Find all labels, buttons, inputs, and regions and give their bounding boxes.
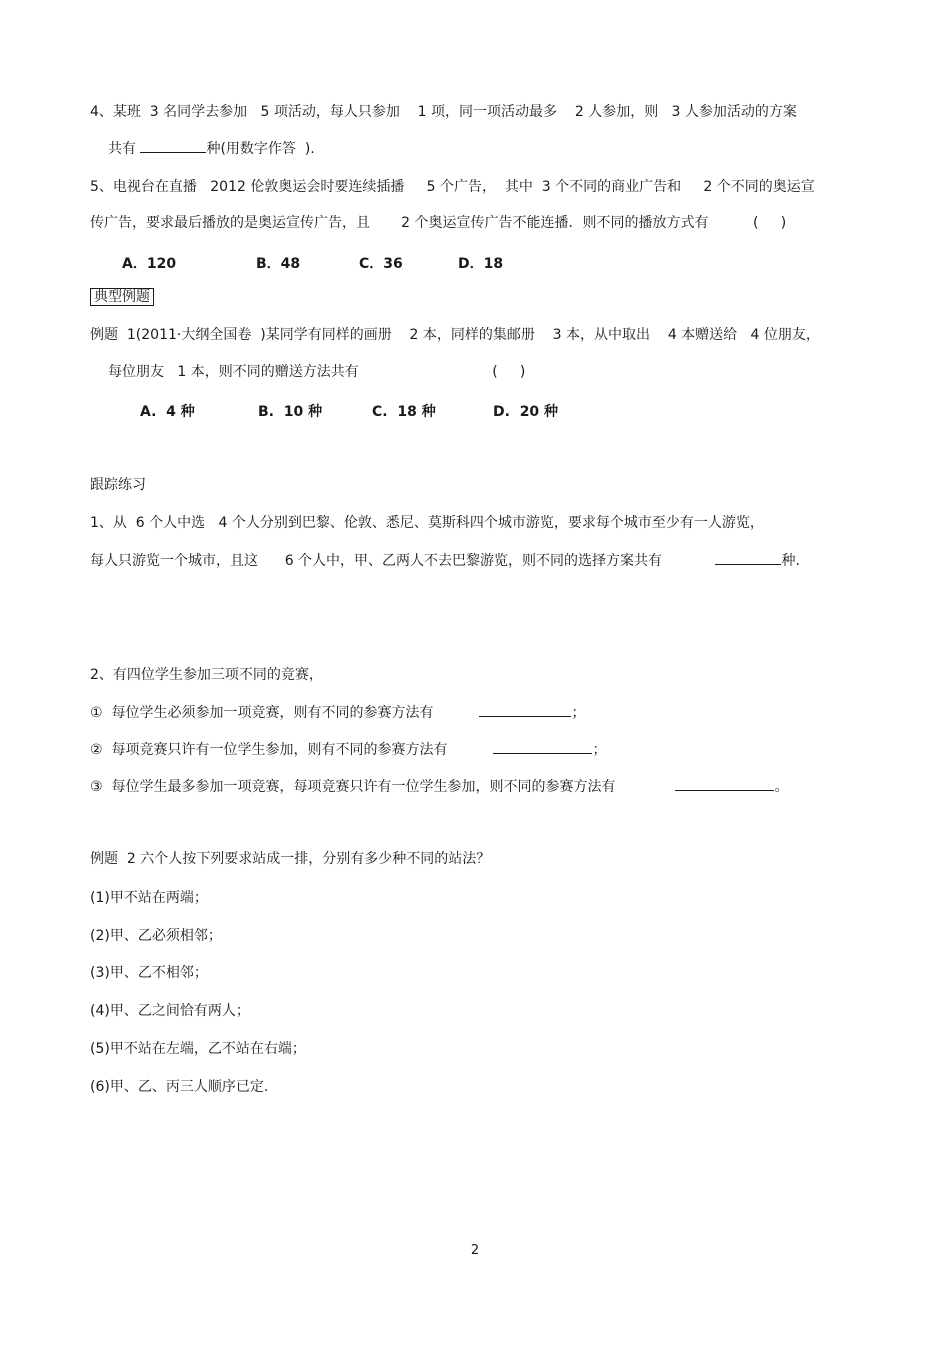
example2-item-3: (3)甲、乙不相邻； (90, 965, 208, 981)
p2-intro: 2、有四位学生参加三项不同的竞赛， (90, 667, 323, 683)
p2-item-2-text: ② 每项竞赛只许有一位学生参加，则有不同的参赛方法有 (90, 742, 448, 758)
p2-item-2 (90, 740, 606, 759)
q5-option-a: A．120 (122, 256, 177, 272)
answer-blank (479, 703, 571, 717)
p1-line2-suffix: 种. (781, 553, 800, 569)
example1-line1: 例题 1(2011·大纲全国卷 )某同学有同样的画册 2 本，同样的集邮册 3 本，从中取出 4 本赠送给 4 位朋友， (90, 327, 820, 343)
q4-line2-suffix: 种(用数字作答 ). (206, 141, 315, 157)
answer-blank (675, 777, 774, 791)
answer-blank (140, 139, 206, 153)
q4-line2 (108, 139, 315, 158)
p2-item-3-end: 。 (774, 779, 789, 795)
p2-item-3 (90, 777, 788, 796)
p2-item-1 (90, 703, 585, 722)
example1-line2: 每位朋友 1 本，则不同的赠送方法共有 ( ) (108, 364, 526, 380)
p1-line2-prefix: 每人只游览一个城市，且这 6 个人中，甲、乙两人不去巴黎游览，则不同的选择方案共有 (90, 553, 716, 569)
q5-line2: 传广告，要求最后播放的是奥运宣传广告，且 2 个奥运宣传广告不能连播．则不同的播放方式有 ( ) (90, 215, 787, 231)
example1-option-d: D. 20 种 (493, 404, 559, 420)
q5-option-b: B．48 (256, 256, 301, 272)
p2-item-2-end: ； (592, 742, 607, 758)
answer-blank (715, 551, 781, 565)
example2-item-4: (4)甲、乙之间恰有两人； (90, 1003, 250, 1019)
example2-item-6: (6)甲、乙、丙三人顺序已定. (90, 1079, 269, 1095)
answer-blank (493, 740, 592, 754)
example2-item-1: (1)甲不站在两端； (90, 890, 208, 906)
example1-option-b: B. 10 种 (258, 404, 323, 420)
example2-item-5: (5)甲不站在左端，乙不站在右端； (90, 1041, 306, 1057)
q5-line1: 5、电视台在直播 2012 伦敦奥运会时要连续插播 5 个广告， 其中 3 个不同的商业广告和 2 个不同的奥运宣 (90, 179, 815, 195)
section-heading-typical-examples (90, 288, 154, 306)
example1-option-c: C. 18 种 (372, 404, 436, 420)
q5-option-d: D．18 (458, 256, 504, 272)
p1-line1: 1、从 6 个人中选 4 个人分别到巴黎、伦敦、悉尼、莫斯科四个城市游览，要求每个城市至少有一人游览， (90, 515, 764, 531)
p2-item-1-text: ① 每位学生必须参加一项竞赛，则有不同的参赛方法有 (90, 705, 434, 721)
q4-line2-prefix: 共有 (108, 141, 141, 157)
page-number: 2 (470, 1243, 480, 1258)
p2-item-3-text: ③ 每位学生最多参加一项竞赛，每项竞赛只许有一位学生参加，则不同的参赛方法有 (90, 779, 616, 795)
q5-option-c: C．36 (359, 256, 403, 272)
p1-line2 (90, 551, 800, 570)
q4-line1: 4、某班 3 名同学去参加 5 项活动，每人只参加 1 项，同一项活动最多 2 人参加，则 3 人参加活动的方案 (90, 104, 797, 120)
example1-option-a: A. 4 种 (140, 404, 195, 420)
section-heading-practice: 跟踪练习 (90, 477, 146, 493)
boxed-heading: 典型例题 (90, 288, 154, 306)
p2-item-1-end: ； (571, 705, 586, 721)
example2-intro: 例题 2 六个人按下列要求站成一排，分别有多少种不同的站法？ (90, 851, 491, 867)
example2-item-2: (2)甲、乙必须相邻； (90, 928, 222, 944)
